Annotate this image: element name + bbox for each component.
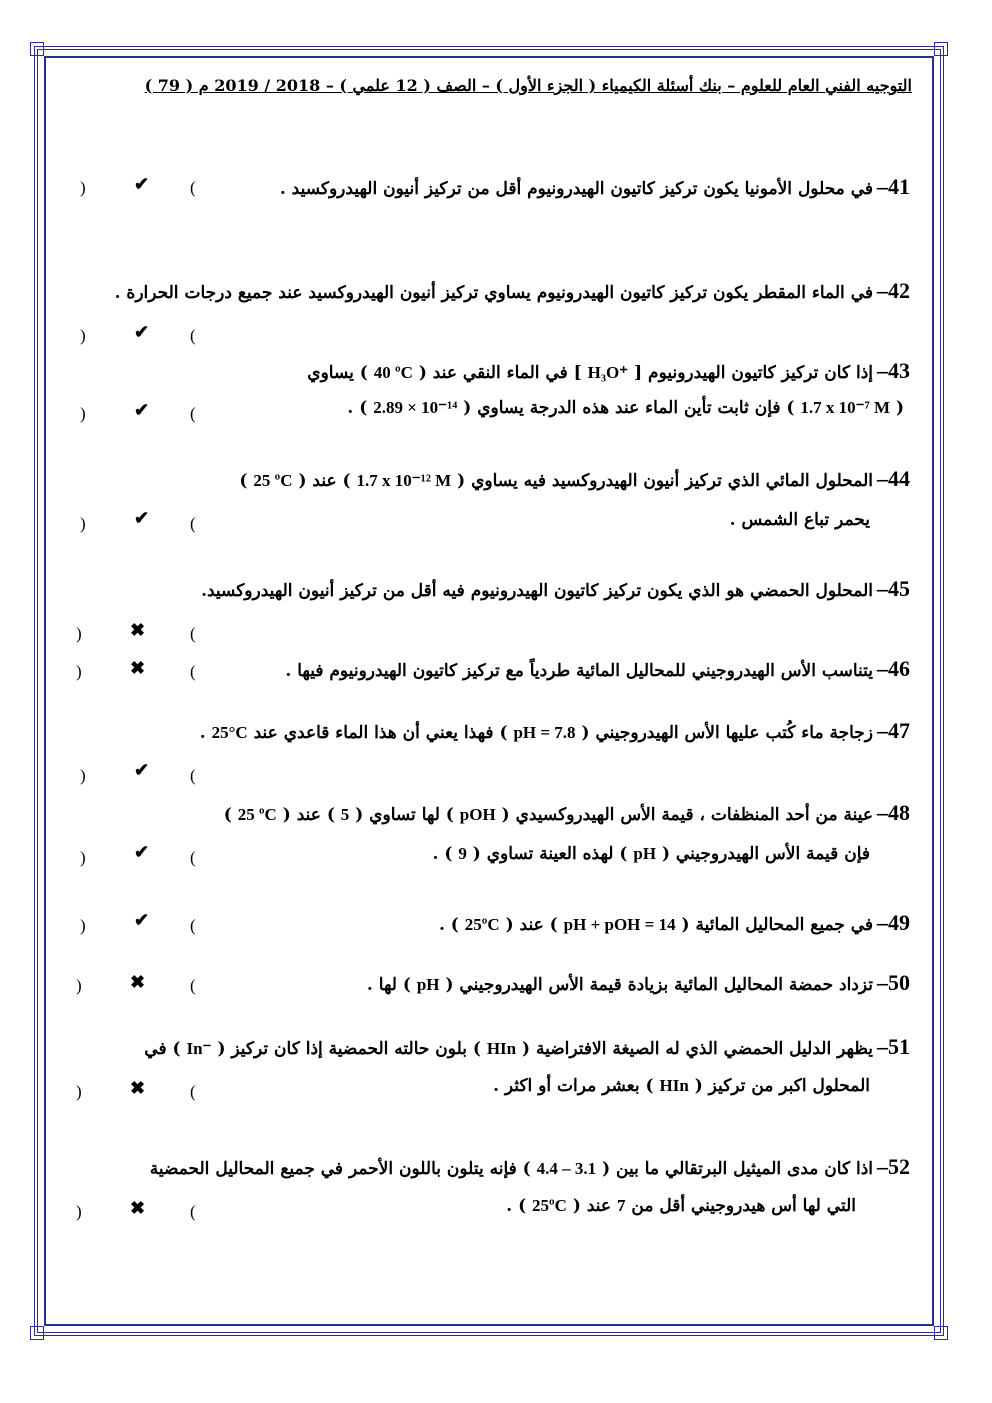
question-47-line-1: 47–زجاجة ماء كُتب عليها الأس الهيدروجيني ( pH = 7.8 ) فهذا يعني أن هذا الماء قاعدي عند 25°C . bbox=[199, 718, 910, 743]
answer-mark-47: ✔ bbox=[134, 760, 150, 781]
question-45-line-1: 45–المحلول الحمضي هو الذي يكون تركيز كاتيون الهيدرونيوم فيه أقل من تركيز أنيون الهيدروكسيد. bbox=[201, 576, 910, 601]
question-42-line-1: 42–في الماء المقطر يكون تركيز كاتيون الهيدرونيوم يساوي تركيز أنيون الهيدروكسيد عند جميع درجات الحرارة . bbox=[114, 278, 910, 303]
answer-mark-49: ✔ bbox=[134, 910, 150, 931]
question-51-line-1: 51–يظهر الدليل الحمضي الذي له الصيغة الافتراضية ( HIn ) بلون حالته الحمضية إذا كان تركيز ( In⁻ ) في bbox=[144, 1034, 910, 1059]
question-48-line-2: فإن قيمة الأس الهيدروجيني ( pH ) لهذه العينة تساوي ( 9 ) . bbox=[432, 844, 870, 864]
answer-mark-51: ✖ bbox=[130, 1078, 146, 1099]
question-44-line-2: يحمر تباع الشمس . bbox=[729, 510, 870, 530]
question-44-line-1: 44–المحلول المائي الذي تركيز أنيون الهيدروكسيد فيه يساوي ( 1.7 x 10⁻¹² M ) عند ( 25 ºC ) bbox=[239, 466, 910, 491]
answer-mark-44: ✔ bbox=[134, 508, 150, 529]
question-41-line-1: 41–في محلول الأمونيا يكون تركيز كاتيون الهيدرونيوم أقل من تركيز أنيون الهيدروكسيد . bbox=[279, 174, 910, 199]
border-corner-top-left bbox=[30, 42, 44, 56]
answer-mark-41: ✔ bbox=[134, 174, 150, 195]
question-49-line-1: 49–في جميع المحاليل المائية ( pH + pOH = 14 ) عند ( 25ºC ) . bbox=[438, 910, 910, 935]
question-52-line-1: 52–اذا كان مدى الميثيل البرتقالي ما بين ( 4.4 – 3.1 ) فإنه يتلون باللون الأحمر في جميع المحاليل الحمضية bbox=[149, 1154, 910, 1179]
question-43-line-2: ( 1.7 x 10⁻⁷ M ) فإن ثابت تأين الماء عند هذه الدرجة يساوي ( 2.89 × 10⁻¹⁴ ) . bbox=[347, 398, 904, 418]
answer-mark-46: ✖ bbox=[130, 658, 146, 679]
answer-mark-52: ✖ bbox=[130, 1198, 146, 1219]
question-43-line-1: 43–إذا كان تركيز كاتيون الهيدرونيوم [ H₃O⁺ ] في الماء النقي عند ( 40 ºC ) يساوي bbox=[307, 358, 910, 383]
border-corner-top-right bbox=[934, 42, 948, 56]
answer-mark-42: ✔ bbox=[134, 322, 150, 343]
question-52-line-2: التي لها أس هيدروجيني أقل من 7 عند ( 25ºC ) . bbox=[506, 1196, 856, 1216]
border-corner-bottom-right bbox=[934, 1326, 948, 1340]
page-header: التوجيه الفني العام للعلوم – بنك أسئلة الكيمياء ( الجزء الأول ) – الصف ( 12 علمي ) – 2018 / 2019 م ( 79 ) bbox=[144, 76, 912, 95]
page-border-inner bbox=[44, 56, 934, 1326]
question-48-line-1: 48–عينة من أحد المنظفات ، قيمة الأس الهيدروكسيدي ( pOH ) لها تساوي ( 5 ) عند ( 25 ºC ) bbox=[223, 800, 910, 825]
answer-mark-45: ✖ bbox=[130, 620, 146, 641]
answer-mark-43: ✔ bbox=[134, 400, 150, 421]
question-50-line-1: 50–تزداد حمضة المحاليل المائية بزيادة قيمة الأس الهيدروجيني ( pH ) لها . bbox=[366, 970, 910, 995]
border-corner-bottom-left bbox=[30, 1326, 44, 1340]
answer-mark-48: ✔ bbox=[134, 842, 150, 863]
question-51-line-2: المحلول اكبر من تركيز ( HIn ) بعشر مرات أو اكثر . bbox=[493, 1076, 870, 1096]
question-46-line-1: 46–يتناسب الأس الهيدروجيني للمحاليل المائية طردياً مع تركيز كاتيون الهيدرونيوم فيها . bbox=[285, 656, 910, 681]
answer-mark-50: ✖ bbox=[130, 972, 146, 993]
